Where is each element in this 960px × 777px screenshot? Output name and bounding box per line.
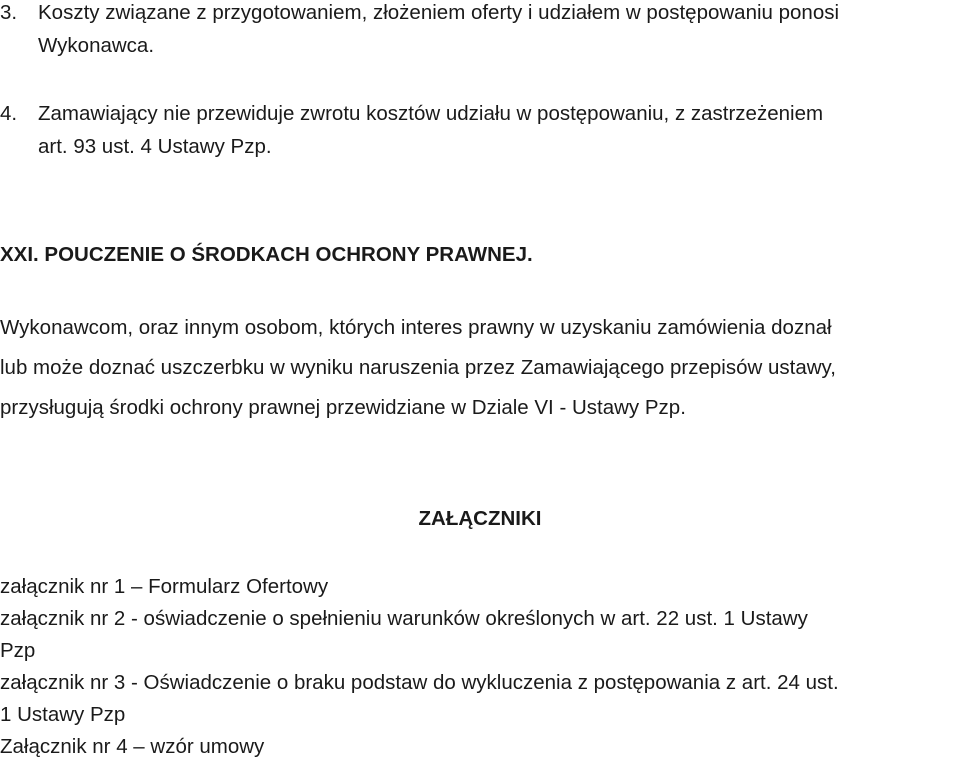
attachment-entry-3 — [0, 667, 960, 731]
list-item-text-line: art. 93 ust. 4 Ustawy Pzp. — [38, 135, 272, 158]
attachment-line: 1 Ustawy Pzp — [0, 703, 126, 726]
attachment-line: załącznik nr 1 – Formularz Ofertowy — [0, 575, 329, 598]
attachment-line: załącznik nr 2 - oświadczenie o spełnieniu warunków określonych w art. 22 ust. 1 Ustawy — [0, 607, 808, 630]
list-item-text-line: Koszty związane z przygotowaniem, złożeniem oferty i udziałem w postępowaniu ponosi — [38, 1, 840, 24]
attachment-entry-1 — [0, 571, 960, 603]
section-heading-xxi: XXI. POUCZENIE O ŚRODKACH OCHRONY PRAWNEJ. — [0, 243, 533, 266]
list-item-number: 3. — [0, 1, 18, 24]
attachment-entry-2 — [0, 603, 960, 667]
section-xxi-paragraph — [0, 308, 960, 428]
attachment-line: załącznik nr 3 - Oświadczenie o braku podstaw do wykluczenia z postępowania z art. 24 ust. — [0, 671, 839, 694]
attachment-line: Załącznik nr 4 – wzór umowy — [0, 735, 265, 758]
list-item-text — [38, 97, 960, 163]
list-item-text-line: Zamawiający nie przewiduje zwrotu kosztów udziału w postępowaniu, z zastrzeżeniem — [38, 102, 824, 125]
list-item-number: 4. — [0, 102, 18, 125]
paragraph-line: lub może doznać uszczerbku w wyniku naruszenia przez Zamawiającego przepisów ustawy, — [0, 356, 836, 379]
paragraph-line: Wykonawcom, oraz innym osobom, których interes prawny w uzyskaniu zamówienia doznał — [0, 316, 832, 339]
list-item-3 — [0, 0, 960, 62]
attachment-line: Pzp — [0, 639, 36, 662]
attachments-title: ZAŁĄCZNIKI — [418, 507, 542, 530]
paragraph-line: przysługują środki ochrony prawnej przewidziane w Dziale VI - Ustawy Pzp. — [0, 396, 686, 419]
list-item-text-line: Wykonawca. — [38, 34, 155, 57]
attachment-entry-4 — [0, 731, 960, 763]
list-item-text — [38, 0, 960, 62]
list-item-4 — [0, 97, 960, 163]
attachments-list — [0, 571, 960, 763]
